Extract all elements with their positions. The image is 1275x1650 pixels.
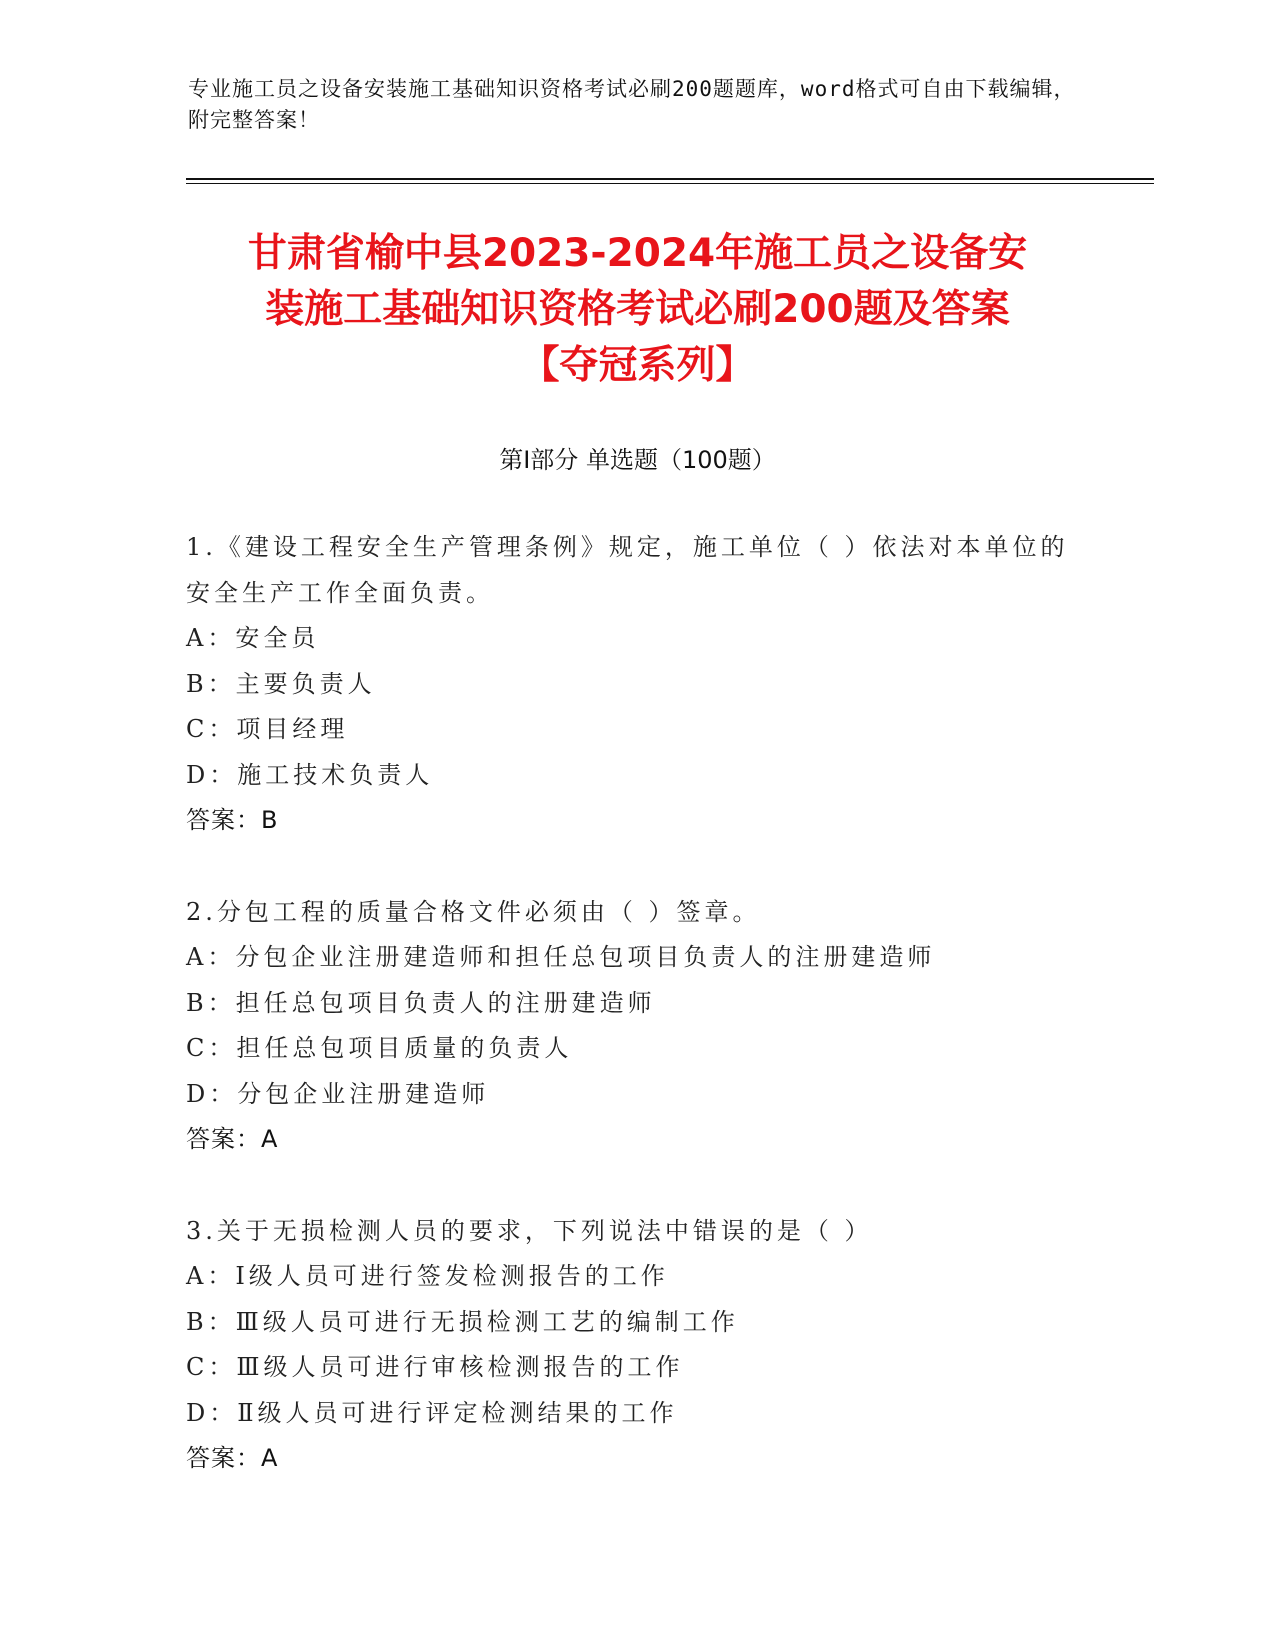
- title-line: 甘肃省榆中县2023-2024年施工员之设备安: [247, 231, 1028, 276]
- question-item: [186, 525, 1086, 844]
- answer: 答案：A: [186, 1125, 279, 1153]
- question-item: [186, 890, 1086, 1163]
- question-item: [186, 1209, 1086, 1482]
- option-a: A：安全员: [186, 624, 320, 652]
- option-d: D：Ⅱ级人员可进行评定检测结果的工作: [186, 1398, 678, 1427]
- option-b: B：担任总包项目负责人的注册建造师: [186, 988, 656, 1017]
- option-c: C：Ⅲ级人员可进行审核检测报告的工作: [186, 1353, 684, 1381]
- answer: 答案：B: [186, 806, 279, 834]
- document-title: [150, 226, 1125, 394]
- question-stem: 2.分包工程的质量合格文件必须由（ ）签章。: [186, 897, 761, 926]
- title-line: 装施工基础知识资格考试必刷200题及答案: [265, 287, 1010, 332]
- header-divider-thick: [186, 178, 1154, 180]
- option-d: D：施工技术负责人: [186, 760, 434, 789]
- option-a: A：分包企业注册建造师和担任总包项目负责人的注册建造师: [186, 943, 936, 971]
- question-stem: 1.《建设工程安全生产管理条例》规定，施工单位（ ）依法对本单位的安全生产工作全面负责。: [186, 533, 1069, 607]
- option-b: B：Ⅲ级人员可进行无损检测工艺的编制工作: [186, 1307, 739, 1336]
- header-divider-thin: [186, 183, 1154, 184]
- header-note: 专业施工员之设备安装施工基础知识资格考试必刷200题题库，word格式可自由下载编辑，附完整答案！: [188, 77, 1076, 132]
- option-d: D：分包企业注册建造师: [186, 1079, 490, 1108]
- title-line: 【夺冠系列】: [520, 343, 755, 388]
- question-list: [186, 525, 1086, 1528]
- section-heading: 第Ⅰ部分 单选题（100题）: [499, 446, 776, 474]
- option-b: B：主要负责人: [186, 669, 376, 698]
- option-c: C：项目经理: [186, 715, 349, 743]
- option-c: C：担任总包项目质量的负责人: [186, 1034, 573, 1062]
- answer: 答案：A: [186, 1444, 279, 1472]
- option-a: A：Ⅰ级人员可进行签发检测报告的工作: [186, 1262, 669, 1290]
- question-stem: 3.关于无损检测人员的要求，下列说法中错误的是（ ）: [186, 1216, 873, 1245]
